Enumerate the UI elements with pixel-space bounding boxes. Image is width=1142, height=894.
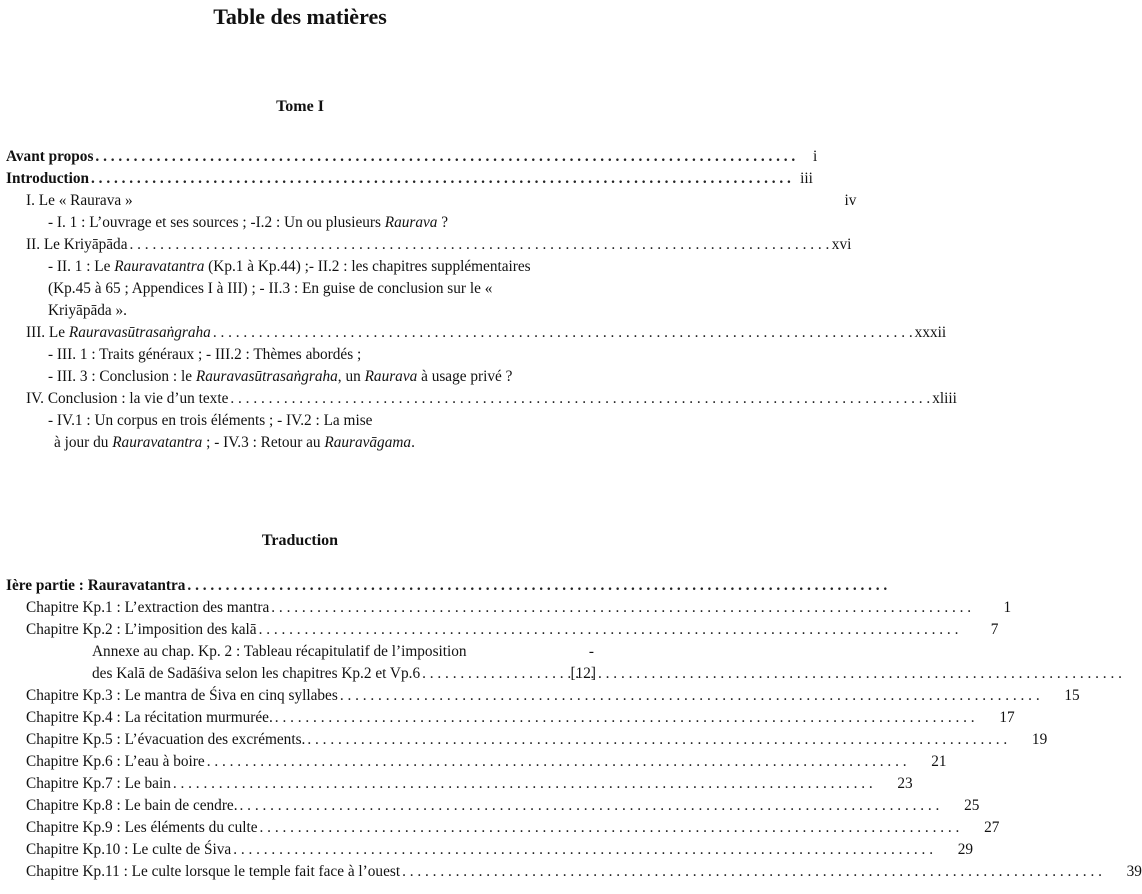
toc-entry-rauravasutrasangraha[interactable] [6, 322, 947, 344]
sub-text-italic: Raurava [364, 368, 418, 385]
toc-entry-kriyapada[interactable] [6, 234, 852, 256]
toc-subentry-kriyapada [6, 256, 596, 322]
entry-label: Chapitre Kp.7 : Le bain [26, 775, 171, 792]
entry-label: Chapitre Kp.5 : L’évacuation des excréments. [26, 731, 306, 748]
entry-page: 23 [897, 775, 913, 792]
sub-text-italic: Rauravatantra [114, 258, 205, 275]
toc-subentry-rauravasutrasangraha-2 [6, 366, 596, 388]
sub-text: . [411, 434, 415, 451]
toc-entry-raurava[interactable] [6, 190, 857, 212]
entry-page: i [813, 148, 818, 165]
dot-leader [173, 773, 873, 795]
dot-leader [230, 388, 930, 410]
entry-page: 21 [931, 753, 947, 770]
toc-entry-chapter-kp11[interactable] [6, 861, 1142, 883]
label-text-italic: Rauravasūtrasaṅgraha [68, 324, 211, 341]
toc-entry-conclusion[interactable] [6, 388, 957, 410]
entry-label: Chapitre Kp.9 : Les éléments du culte [26, 819, 258, 836]
toc-subentry-raurava [6, 212, 596, 234]
entry-label [26, 322, 211, 344]
entry-page: xvi [831, 236, 852, 253]
sub-text: - II. 1 : Le [48, 258, 115, 275]
entry-page: 7 [990, 621, 999, 638]
toc-entry-chapter-kp1[interactable] [6, 597, 1012, 619]
entry-label: Chapitre Kp.6 : L’eau à boire [26, 753, 205, 770]
toc-entry-introduction[interactable] [6, 168, 813, 190]
toc-traduction [6, 575, 1142, 883]
entry-label: I. Le « Raurava » [26, 192, 133, 209]
entry-page: 15 [1064, 687, 1080, 704]
toc-entry-chapter-kp8[interactable] [6, 795, 980, 817]
sub-text: , un [337, 368, 365, 385]
dot-leader [130, 234, 830, 256]
entry-label: Chapitre Kp.8 : Le bain de cendre. [26, 797, 238, 814]
sub-text: (Kp.1 à Kp.44) ;- II.2 : les chapitres supplémentaires (Kp.45 à 65 ; Appendices I à III) ; - II.3 : En guise de conclusion sur le « Kriyāpāda ». [48, 258, 531, 319]
annexe-dash: - [588, 643, 594, 660]
toc-entry-chapter-kp4[interactable] [6, 707, 1015, 729]
entry-label: Chapitre Kp.2 : L’imposition des kalā [26, 621, 257, 638]
entry-page: 39 [1126, 863, 1142, 880]
toc-entry-chapter-kp6[interactable] [6, 751, 947, 773]
entry-page: 29 [957, 841, 974, 858]
entry-label: des Kalā de Sadāśiva selon les chapitres Kp.2 et Vp.6 [92, 665, 421, 682]
entry-label: II. Le Kriyāpāda [26, 236, 128, 253]
toc-entry-annexe-kp2[interactable] [6, 641, 596, 685]
annexe-line-2 [92, 663, 552, 685]
dot-leader [240, 795, 940, 817]
entry-label: Chapitre Kp.11 : Le culte lorsque le temple fait face à l’ouest [26, 863, 401, 880]
entry-page: [12] [570, 665, 596, 682]
sub-text: à usage privé ? [417, 368, 513, 385]
sub-text: ? [437, 214, 449, 231]
toc-entry-chapter-kp10[interactable] [6, 839, 974, 861]
entry-page: iv [844, 192, 857, 209]
label-text: III. Le [26, 324, 69, 341]
dot-leader [207, 751, 907, 773]
sub-text: - IV.1 : Un corpus en trois éléments ; - IV.2 : La mise [48, 412, 373, 429]
dot-leader [271, 597, 971, 619]
toc-front-matter [6, 146, 957, 454]
toc-subentry-conclusion-2 [6, 432, 596, 454]
dot-leader [259, 619, 959, 641]
entry-label: Chapitre Kp.1 : L’extraction des mantra [26, 599, 270, 616]
entry-page: 19 [1031, 731, 1048, 748]
entry-page: 1 [1003, 599, 1012, 616]
entry-page: 17 [999, 709, 1015, 726]
sub-text-italic: Raurava [384, 214, 438, 231]
toc-entry-avant-propos[interactable] [6, 146, 818, 168]
dot-leader [275, 707, 975, 729]
dot-leader [95, 146, 795, 168]
toc-entry-chapter-kp3[interactable] [6, 685, 1080, 707]
toc-subentry-conclusion-1 [6, 410, 596, 432]
dot-leader [233, 839, 933, 861]
entry-label: Introduction [6, 170, 90, 187]
traduction-heading: Traduction [261, 532, 339, 549]
entry-page: xliii [932, 390, 957, 407]
dot-leader [187, 575, 887, 597]
toc-entry-chapter-kp2[interactable] [6, 619, 999, 641]
page-title: Table des matières [213, 4, 387, 29]
tome-heading: Tome I [276, 98, 324, 115]
sub-text: - III. 1 : Traits généraux ; - III.2 : Thèmes abordés ; [48, 346, 362, 363]
toc-entry-part-1[interactable] [6, 575, 596, 597]
toc-entry-chapter-kp5[interactable] [6, 729, 1048, 751]
toc-entry-chapter-kp9[interactable] [6, 817, 1000, 839]
sub-text: - I. 1 : L’ouvrage et ses sources ; -I.2 : Un ou plusieurs [48, 214, 385, 231]
entry-label: Chapitre Kp.4 : La récitation murmurée. [26, 709, 273, 726]
dot-leader [402, 861, 1102, 883]
dot-leader [91, 168, 791, 190]
sub-text: à jour du [54, 434, 113, 451]
entry-page: xxxii [914, 324, 947, 341]
dot-leader [213, 322, 913, 344]
sub-text-italic: Rauravatantra [112, 434, 203, 451]
sub-text-italic: Rauravāgama [324, 434, 412, 451]
entry-page: 25 [964, 797, 980, 814]
entry-page: 27 [984, 819, 1000, 836]
toc-entry-chapter-kp7[interactable] [6, 773, 913, 795]
dot-leader [307, 729, 1007, 751]
sub-text-italic: Rauravasūtrasaṅgraha [195, 368, 338, 385]
entry-label: IV. Conclusion : la vie d’un texte [26, 390, 229, 407]
entry-label: Avant propos [6, 148, 94, 165]
dot-leader [422, 663, 1122, 685]
sub-text: ; - IV.3 : Retour au [202, 434, 325, 451]
dot-leader [340, 685, 1040, 707]
toc-subentry-rauravasutrasangraha-1 [6, 344, 596, 366]
entry-label: Chapitre Kp.10 : Le culte de Śiva [26, 841, 232, 858]
entry-page: iii [800, 170, 813, 187]
dot-leader [260, 817, 960, 839]
entry-label: Ière partie : Rauravatantra [6, 577, 186, 594]
sub-text: - III. 3 : Conclusion : le [48, 368, 196, 385]
annexe-line-1: Annexe au chap. Kp. 2 : Tableau récapitulatif de l’imposition [92, 643, 467, 660]
entry-label: Chapitre Kp.3 : Le mantra de Śiva en cinq syllabes [26, 687, 338, 704]
